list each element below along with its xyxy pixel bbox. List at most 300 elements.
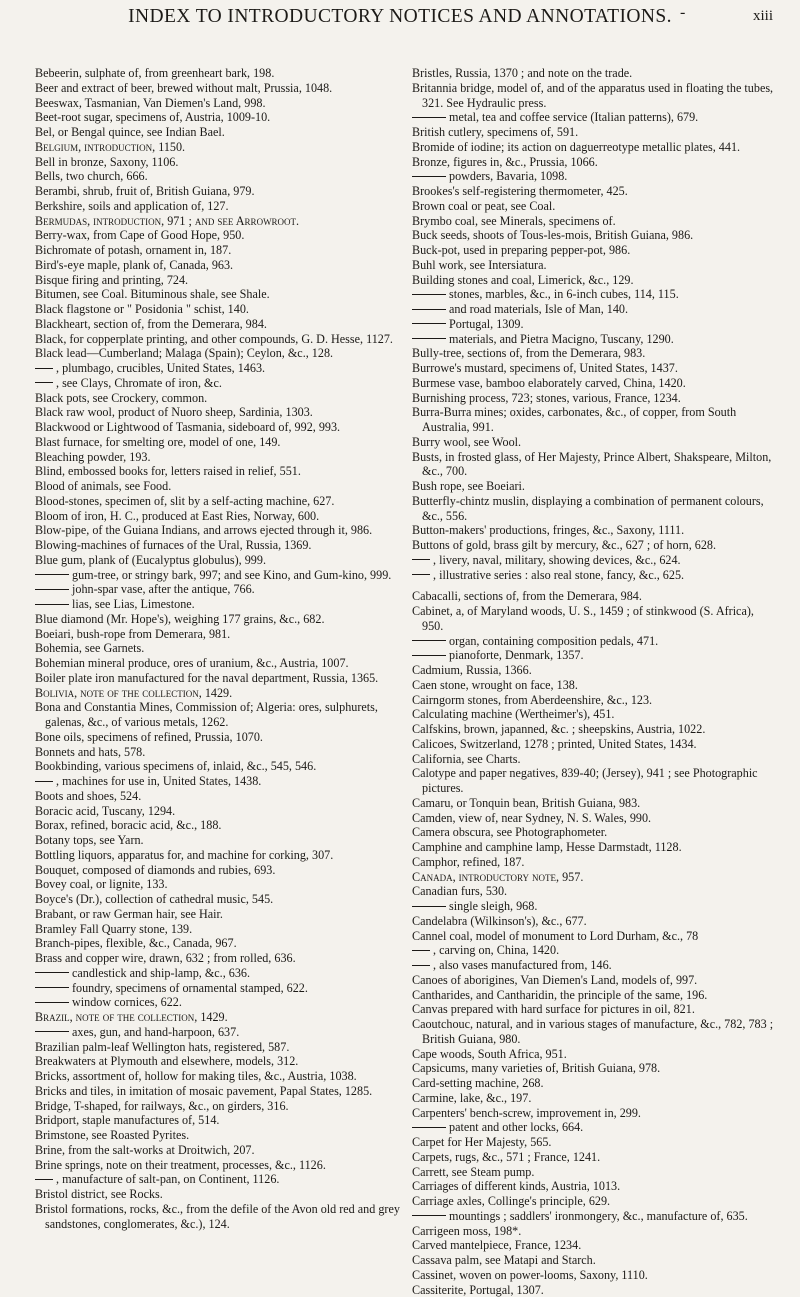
index-entry bbox=[35, 936, 400, 951]
index-entry bbox=[412, 1238, 777, 1253]
index-entry bbox=[412, 648, 777, 663]
index-entry bbox=[35, 287, 400, 302]
index-entry bbox=[412, 568, 777, 583]
index-entry bbox=[412, 258, 777, 273]
ditto-dash bbox=[412, 309, 446, 310]
index-entry bbox=[412, 435, 777, 450]
entry-text: Boiler plate iron manufactured for the naval department, Russia, 1365. bbox=[35, 671, 378, 685]
entry-text: Canadian furs, 530. bbox=[412, 884, 507, 898]
entry-text: Brown coal or peat, see Coal. bbox=[412, 199, 555, 213]
index-entry bbox=[35, 907, 400, 922]
entry-text: Cassiterite, Portugal, 1307. bbox=[412, 1283, 544, 1297]
ditto-dash bbox=[412, 965, 430, 966]
entry-text: Blood of animals, see Food. bbox=[35, 479, 171, 493]
entry-text: Cassava palm, see Matapi and Starch. bbox=[412, 1253, 596, 1267]
index-entry bbox=[35, 981, 400, 996]
index-entry bbox=[35, 582, 400, 597]
entry-text: Bristol district, see Rocks. bbox=[35, 1187, 163, 1201]
index-entry bbox=[35, 1040, 400, 1055]
entry-text: Bleaching powder, 193. bbox=[35, 450, 151, 464]
entry-text: Bonnets and hats, 578. bbox=[35, 745, 145, 759]
index-entry bbox=[412, 81, 777, 111]
ditto-dash bbox=[412, 176, 446, 177]
index-entry bbox=[35, 686, 400, 701]
entry-text: Blast furnace, for smelting ore, model of one, 149. bbox=[35, 435, 280, 449]
index-entry bbox=[412, 1224, 777, 1239]
index-entry bbox=[412, 678, 777, 693]
index-entry bbox=[35, 523, 400, 538]
ditto-dash bbox=[412, 906, 446, 907]
index-entry bbox=[35, 302, 400, 317]
entry-text: Bona and Constantia Mines, Commission of; Algeria: ores, sulphurets, galenas, &c., of various metals, 1262. bbox=[35, 700, 378, 729]
entry-text: Carriage axles, Collinge's principle, 629. bbox=[412, 1194, 610, 1208]
entry-text: Berkshire, soils and application of, 127. bbox=[35, 199, 229, 213]
entry-text: Black flagstone or " Posidonia " schist, 140. bbox=[35, 302, 249, 316]
entry-text: Bookbinding, various specimens of, inlaid, &c., 545, 546. bbox=[35, 759, 316, 773]
entry-text: Carriages of different kinds, Austria, 1013. bbox=[412, 1179, 620, 1193]
entry-text: Brookes's self-registering thermometer, 425. bbox=[412, 184, 628, 198]
entry-text: Cairngorm stones, from Aberdeenshire, &c., 123. bbox=[412, 693, 652, 707]
entry-text: Bouquet, composed of diamonds and rubies, 693. bbox=[35, 863, 275, 877]
entry-text: Bristles, Russia, 1370 ; and note on the trade. bbox=[412, 66, 632, 80]
index-entry bbox=[412, 766, 777, 796]
entry-text: Carmine, lake, &c., 197. bbox=[412, 1091, 531, 1105]
index-entry bbox=[412, 553, 777, 568]
entry-text: Calculating machine (Wertheimer's), 451. bbox=[412, 707, 614, 721]
index-entry bbox=[35, 66, 400, 81]
index-entry bbox=[35, 656, 400, 671]
index-entry bbox=[412, 958, 777, 973]
index-entry bbox=[35, 1025, 400, 1040]
entry-text: Belgium, introduction, 1150. bbox=[35, 140, 185, 154]
entry-text: Bottling liquors, apparatus for, and machine for corking, 307. bbox=[35, 848, 333, 862]
entry-text: Bush rope, see Boeiari. bbox=[412, 479, 525, 493]
entry-text: john-spar vase, after the antique, 766. bbox=[72, 582, 255, 596]
index-entry bbox=[412, 287, 777, 302]
entry-text: Blowing-machines of furnaces of the Ural, Russia, 1369. bbox=[35, 538, 311, 552]
index-entry bbox=[412, 1194, 777, 1209]
entry-text: Calotype and paper negatives, 839-40; (Jersey), 941 ; see Photographic pictures. bbox=[412, 766, 758, 795]
index-entry bbox=[412, 523, 777, 538]
entry-text: Calfskins, brown, japanned, &c. ; sheepskins, Austria, 1022. bbox=[412, 722, 705, 736]
entry-text: Blood-stones, specimen of, slit by a self-acting machine, 627. bbox=[35, 494, 334, 508]
entry-text: and road materials, Isle of Man, 140. bbox=[449, 302, 628, 316]
entry-text: , plumbago, crucibles, United States, 1463. bbox=[56, 361, 265, 375]
index-entry bbox=[412, 693, 777, 708]
index-entry bbox=[35, 597, 400, 612]
entry-text: Borax, refined, boracic acid, &c., 188. bbox=[35, 818, 221, 832]
index-entry bbox=[35, 243, 400, 258]
entry-text: single sleigh, 968. bbox=[449, 899, 537, 913]
index-entry bbox=[35, 833, 400, 848]
entry-text: patent and other locks, 664. bbox=[449, 1120, 583, 1134]
entry-text: Building stones and coal, Limerick, &c., 129. bbox=[412, 273, 634, 287]
index-entry bbox=[412, 722, 777, 737]
index-entry bbox=[35, 479, 400, 494]
entry-text: Bone oils, specimens of refined, Prussia, 1070. bbox=[35, 730, 263, 744]
page-header bbox=[0, 4, 800, 30]
entry-text: Buck seeds, shoots of Tous-les-mois, British Guiana, 986. bbox=[412, 228, 693, 242]
index-entry bbox=[35, 184, 400, 199]
entry-text: Bridport, staple manufactures of, 514. bbox=[35, 1113, 219, 1127]
index-entry bbox=[35, 405, 400, 420]
entry-text: Burnishing process, 723; stones, various, France, 1234. bbox=[412, 391, 681, 405]
index-entry bbox=[412, 361, 777, 376]
entry-text: Burrowe's mustard, specimens of, United States, 1437. bbox=[412, 361, 678, 375]
entry-text: powders, Bavaria, 1098. bbox=[449, 169, 567, 183]
entry-text: Blow-pipe, of the Guiana Indians, and arrows ejected through it, 986. bbox=[35, 523, 372, 537]
index-entry bbox=[412, 479, 777, 494]
entry-text: Brazil, note of the collection, 1429. bbox=[35, 1010, 228, 1024]
entry-text: Cabacalli, sections of, from the Demerara, 984. bbox=[412, 589, 642, 603]
left-column bbox=[35, 66, 400, 1231]
entry-text: , see Clays, Chromate of iron, &c. bbox=[56, 376, 222, 390]
entry-text: , livery, naval, military, showing devices, &c., 624. bbox=[433, 553, 681, 567]
index-entry bbox=[412, 405, 777, 435]
index-entry bbox=[35, 273, 400, 288]
entry-text: Bohemian mineral produce, ores of uranium, &c., Austria, 1007. bbox=[35, 656, 349, 670]
entry-text: Bells, two church, 666. bbox=[35, 169, 148, 183]
entry-text: Brazilian palm-leaf Wellington hats, registered, 587. bbox=[35, 1040, 289, 1054]
entry-text: Bel, or Bengal quince, see Indian Bael. bbox=[35, 125, 225, 139]
index-entry bbox=[35, 568, 400, 583]
index-entry bbox=[35, 435, 400, 450]
index-entry bbox=[35, 1113, 400, 1128]
index-entry bbox=[412, 1091, 777, 1106]
entry-text: axes, gun, and hand-harpoon, 637. bbox=[72, 1025, 239, 1039]
entry-text: Blue gum, plank of (Eucalyptus globulus), 999. bbox=[35, 553, 266, 567]
index-entry bbox=[35, 376, 400, 391]
index-entry bbox=[35, 995, 400, 1010]
index-entry bbox=[412, 1268, 777, 1283]
index-entry bbox=[35, 877, 400, 892]
index-entry bbox=[412, 125, 777, 140]
entry-text: Carved mantelpiece, France, 1234. bbox=[412, 1238, 581, 1252]
index-entry bbox=[412, 634, 777, 649]
entry-text: Berry-wax, from Cape of Good Hope, 950. bbox=[35, 228, 244, 242]
entry-text: Blackheart, section of, from the Demerara, 984. bbox=[35, 317, 267, 331]
index-entry bbox=[35, 612, 400, 627]
entry-text: Carpet for Her Majesty, 565. bbox=[412, 1135, 551, 1149]
entry-text: Cabinet, a, of Maryland woods, U. S., 1459 ; of stinkwood (S. Africa), 950. bbox=[412, 604, 754, 633]
index-entry bbox=[412, 884, 777, 899]
index-entry bbox=[35, 1202, 400, 1232]
index-entry bbox=[412, 1076, 777, 1091]
index-entry bbox=[412, 214, 777, 229]
index-entry bbox=[35, 96, 400, 111]
index-entry bbox=[35, 671, 400, 686]
ditto-dash bbox=[35, 604, 69, 605]
index-entry bbox=[35, 169, 400, 184]
index-entry bbox=[412, 317, 777, 332]
entry-text: Bully-tree, sections of, from the Demerara, 983. bbox=[412, 346, 645, 360]
index-entry bbox=[412, 1165, 777, 1180]
index-entry bbox=[412, 811, 777, 826]
entry-text: Black lead—Cumberland; Malaga (Spain); Ceylon, &c., 128. bbox=[35, 346, 333, 360]
entry-text: Bovey coal, or lignite, 133. bbox=[35, 877, 168, 891]
entry-text: Black, for copperplate printing, and other compounds, G. D. Hesse, 1127. bbox=[35, 332, 393, 346]
ditto-dash bbox=[412, 559, 430, 560]
index-entry bbox=[35, 228, 400, 243]
entry-text: Brine, from the salt-works at Droitwich, 207. bbox=[35, 1143, 255, 1157]
entry-text: Bell in bronze, Saxony, 1106. bbox=[35, 155, 178, 169]
running-title: INDEX TO INTRODUCTORY NOTICES AND ANNOTATIONS. bbox=[0, 6, 800, 28]
index-entry bbox=[35, 391, 400, 406]
index-entry bbox=[412, 66, 777, 81]
index-entry bbox=[35, 1158, 400, 1173]
index-entry bbox=[412, 855, 777, 870]
ditto-dash bbox=[412, 1215, 446, 1216]
index-entry bbox=[35, 140, 400, 155]
entry-text: candlestick and ship-lamp, &c., 636. bbox=[72, 966, 250, 980]
entry-text: Buck-pot, used in preparing pepper-pot, 986. bbox=[412, 243, 630, 257]
entry-text: Beer and extract of beer, brewed without malt, Prussia, 1048. bbox=[35, 81, 332, 95]
index-entry bbox=[412, 589, 777, 604]
index-entry bbox=[412, 1253, 777, 1268]
index-entry bbox=[412, 228, 777, 243]
entry-text: Beeswax, Tasmanian, Van Diemen's Land, 998. bbox=[35, 96, 266, 110]
index-entry bbox=[35, 1172, 400, 1187]
index-entry bbox=[412, 988, 777, 1003]
index-entry bbox=[412, 376, 777, 391]
entry-text: Busts, in frosted glass, of Her Majesty, Prince Albert, Shakspeare, Milton, &c., 700. bbox=[412, 450, 771, 479]
header-dash: - bbox=[680, 4, 685, 22]
index-entry bbox=[412, 199, 777, 214]
entry-text: Bird's-eye maple, plank of, Canada, 963. bbox=[35, 258, 233, 272]
entry-text: Camden, view of, near Sydney, N. S. Wales, 990. bbox=[412, 811, 651, 825]
index-entry bbox=[412, 140, 777, 155]
entry-text: Candelabra (Wilkinson's), &c., 677. bbox=[412, 914, 587, 928]
index-entry bbox=[35, 81, 400, 96]
index-entry bbox=[35, 966, 400, 981]
entry-text: Burra-Burra mines; oxides, carbonates, &c., of copper, from South Australia, 991. bbox=[412, 405, 736, 434]
index-entry bbox=[412, 825, 777, 840]
index-entry bbox=[412, 752, 777, 767]
ditto-dash bbox=[412, 117, 446, 118]
entry-text: foundry, specimens of ornamental stamped, 622. bbox=[72, 981, 308, 995]
entry-text: Carrigeen moss, 198*. bbox=[412, 1224, 521, 1238]
entry-text: Bronze, figures in, &c., Prussia, 1066. bbox=[412, 155, 598, 169]
entry-text: Cadmium, Russia, 1366. bbox=[412, 663, 532, 677]
entry-text: lias, see Lias, Limestone. bbox=[72, 597, 195, 611]
index-entry bbox=[412, 494, 777, 524]
entry-text: Blackwood or Lightwood of Tasmania, sideboard of, 992, 993. bbox=[35, 420, 340, 434]
entry-text: Black raw wool, product of Nuoro sheep, Sardinia, 1303. bbox=[35, 405, 313, 419]
index-entry bbox=[35, 1187, 400, 1202]
index-entry bbox=[35, 420, 400, 435]
index-entry bbox=[35, 110, 400, 125]
entry-text: window cornices, 622. bbox=[72, 995, 182, 1009]
index-entry bbox=[35, 1143, 400, 1158]
index-entry bbox=[35, 1084, 400, 1099]
ditto-dash bbox=[35, 781, 53, 782]
index-entry bbox=[35, 332, 400, 347]
index-entry bbox=[35, 1069, 400, 1084]
index-entry bbox=[35, 317, 400, 332]
entry-text: Portugal, 1309. bbox=[449, 317, 524, 331]
ditto-dash bbox=[412, 574, 430, 575]
index-entry bbox=[35, 848, 400, 863]
entry-text: Bitumen, see Coal. Bituminous shale, see Shale. bbox=[35, 287, 270, 301]
index-entry bbox=[412, 273, 777, 288]
entry-text: Bramley Fall Quarry stone, 139. bbox=[35, 922, 192, 936]
index-entry bbox=[35, 789, 400, 804]
entry-text: Bichromate of potash, ornament in, 187. bbox=[35, 243, 231, 257]
index-entry bbox=[412, 1106, 777, 1121]
entry-text: , illustrative series : also real stone, fancy, &c., 625. bbox=[433, 568, 684, 582]
ditto-dash bbox=[35, 972, 69, 973]
index-entry bbox=[412, 929, 777, 944]
index-entry bbox=[35, 538, 400, 553]
entry-text: Canoes of aborigines, Van Diemen's Land, models of, 997. bbox=[412, 973, 697, 987]
index-entry bbox=[412, 184, 777, 199]
ditto-dash bbox=[35, 1031, 69, 1032]
ditto-dash bbox=[412, 294, 446, 295]
entry-text: Bisque firing and printing, 724. bbox=[35, 273, 188, 287]
index-entry bbox=[412, 1209, 777, 1224]
entry-text: Boracic acid, Tuscany, 1294. bbox=[35, 804, 175, 818]
entry-text: Buhl work, see Intersiatura. bbox=[412, 258, 547, 272]
entry-text: Brimstone, see Roasted Pyrites. bbox=[35, 1128, 189, 1142]
ditto-dash bbox=[412, 640, 446, 641]
entry-text: Camera obscura, see Photographometer. bbox=[412, 825, 607, 839]
index-entry bbox=[35, 745, 400, 760]
index-entry bbox=[412, 737, 777, 752]
index-entry bbox=[35, 774, 400, 789]
index-entry bbox=[412, 899, 777, 914]
entry-text: Brymbo coal, see Minerals, specimens of. bbox=[412, 214, 616, 228]
index-entry bbox=[412, 332, 777, 347]
index-entry bbox=[412, 1047, 777, 1062]
entry-text: Bricks and tiles, in imitation of mosaic pavement, Papal States, 1285. bbox=[35, 1084, 372, 1098]
entry-text: Boots and shoes, 524. bbox=[35, 789, 141, 803]
entry-text: Black pots, see Crockery, common. bbox=[35, 391, 207, 405]
index-entry bbox=[35, 700, 400, 730]
index-entry bbox=[412, 870, 777, 885]
ditto-dash bbox=[35, 574, 69, 575]
ditto-dash bbox=[35, 1002, 69, 1003]
entry-text: pianoforte, Denmark, 1357. bbox=[449, 648, 584, 662]
entry-text: Bristol formations, rocks, &c., from the defile of the Avon old red and grey sandstones, conglomerates, &c.), 124. bbox=[35, 1202, 400, 1231]
index-entry bbox=[412, 391, 777, 406]
entry-text: mountings ; saddlers' ironmongery, &c., manufacture of, 635. bbox=[449, 1209, 748, 1223]
entry-text: , carving on, China, 1420. bbox=[433, 943, 559, 957]
index-entry bbox=[35, 258, 400, 273]
entry-text: Button-makers' productions, fringes, &c., Saxony, 1111. bbox=[412, 523, 684, 537]
entry-text: Camphine and camphine lamp, Hesse Darmstadt, 1128. bbox=[412, 840, 682, 854]
entry-text: Camphor, refined, 187. bbox=[412, 855, 524, 869]
entry-text: metal, tea and coffee service (Italian patterns), 679. bbox=[449, 110, 698, 124]
entry-text: Cannel coal, model of monument to Lord Durham, &c., 78 bbox=[412, 929, 698, 943]
index-entry bbox=[412, 1002, 777, 1017]
entry-text: , also vases manufactured from, 146. bbox=[433, 958, 612, 972]
entry-text: Butterfly-chintz muslin, displaying a combination of permanent colours, &c., 556. bbox=[412, 494, 764, 523]
index-entry bbox=[412, 538, 777, 553]
entry-text: Blind, embossed books for, letters raised in relief, 551. bbox=[35, 464, 301, 478]
entry-text: Capsicums, many varieties of, British Guiana, 978. bbox=[412, 1061, 660, 1075]
index-entry bbox=[412, 1017, 777, 1047]
index-entry bbox=[35, 627, 400, 642]
entry-text: organ, containing composition pedals, 471. bbox=[449, 634, 658, 648]
ditto-dash bbox=[35, 382, 53, 383]
entry-text: Caoutchouc, natural, and in various stages of manufacture, &c., 782, 783 ; British Guiana, 980. bbox=[412, 1017, 773, 1046]
index-entry bbox=[35, 730, 400, 745]
index-entry bbox=[412, 1179, 777, 1194]
entry-text: gum-tree, or stringy bark, 997; and see Kino, and Gum-kino, 999. bbox=[72, 568, 391, 582]
entry-text: Carrett, see Steam pump. bbox=[412, 1165, 534, 1179]
entry-text: Burmese vase, bamboo elaborately carved, China, 1420. bbox=[412, 376, 686, 390]
index-entry bbox=[35, 155, 400, 170]
index-entry bbox=[412, 943, 777, 958]
entry-text: Britannia bridge, model of, and of the apparatus used in floating the tubes, 321. See Hydraulic press. bbox=[412, 81, 773, 110]
entry-text: materials, and Pietra Macigno, Tuscany, 1290. bbox=[449, 332, 674, 346]
entry-text: Brabant, or raw German hair, see Hair. bbox=[35, 907, 223, 921]
index-entry bbox=[35, 1054, 400, 1069]
index-entry bbox=[412, 346, 777, 361]
index-entry bbox=[412, 604, 777, 634]
index-entry bbox=[412, 973, 777, 988]
entry-text: Brine springs, note on their treatment, processes, &c., 1126. bbox=[35, 1158, 326, 1172]
index-entry bbox=[412, 169, 777, 184]
index-entry bbox=[412, 243, 777, 258]
index-entry bbox=[412, 707, 777, 722]
entry-text: stones, marbles, &c., in 6-inch cubes, 114, 115. bbox=[449, 287, 679, 301]
ditto-dash bbox=[412, 950, 430, 951]
entry-text: Carpenters' bench-screw, improvement in, 299. bbox=[412, 1106, 641, 1120]
entry-text: Cape woods, South Africa, 951. bbox=[412, 1047, 567, 1061]
ditto-dash bbox=[412, 1127, 446, 1128]
index-entry bbox=[35, 464, 400, 479]
index-entry bbox=[35, 1010, 400, 1025]
entry-text: Boeiari, bush-rope from Demerara, 981. bbox=[35, 627, 230, 641]
index-entry bbox=[35, 346, 400, 361]
ditto-dash bbox=[412, 338, 446, 339]
entry-text: Bolivia, note of the collection, 1429. bbox=[35, 686, 232, 700]
index-entry bbox=[35, 804, 400, 819]
index-entry bbox=[35, 1128, 400, 1143]
entry-text: Bebeerin, sulphate of, from greenheart bark, 198. bbox=[35, 66, 274, 80]
index-entry bbox=[412, 1150, 777, 1165]
index-entry bbox=[35, 125, 400, 140]
entry-text: Burry wool, see Wool. bbox=[412, 435, 521, 449]
index-entry bbox=[412, 1283, 777, 1297]
index-entry bbox=[412, 1120, 777, 1135]
index-entry bbox=[35, 509, 400, 524]
entry-text: Bermudas, introduction, 971 ; and see Arrowroot. bbox=[35, 214, 299, 228]
entry-text: Bridge, T-shaped, for railways, &c., on girders, 316. bbox=[35, 1099, 289, 1113]
index-entry bbox=[35, 892, 400, 907]
index-entry bbox=[412, 155, 777, 170]
entry-text: British cutlery, specimens of, 591. bbox=[412, 125, 578, 139]
entry-text: Beet-root sugar, specimens of, Austria, 1009-10. bbox=[35, 110, 270, 124]
entry-text: Bricks, assortment of, hollow for making tiles, &c., Austria, 1038. bbox=[35, 1069, 357, 1083]
ditto-dash bbox=[412, 323, 446, 324]
entry-text: Calicoes, Switzerland, 1278 ; printed, United States, 1434. bbox=[412, 737, 697, 751]
index-entry bbox=[412, 663, 777, 678]
ditto-dash bbox=[35, 589, 69, 590]
index-entry bbox=[35, 1099, 400, 1114]
entry-text: Bohemia, see Garnets. bbox=[35, 641, 144, 655]
entry-text: , manufacture of salt-pan, on Continent, 1126. bbox=[56, 1172, 279, 1186]
entry-text: , machines for use in, United States, 1438. bbox=[56, 774, 261, 788]
ditto-dash bbox=[35, 1179, 53, 1180]
entry-text: Canvas prepared with hard surface for pictures in oil, 821. bbox=[412, 1002, 695, 1016]
entry-text: Cassinet, woven on power-looms, Saxony, 1110. bbox=[412, 1268, 648, 1282]
index-entry bbox=[35, 494, 400, 509]
ditto-dash bbox=[35, 368, 53, 369]
index-entry bbox=[412, 302, 777, 317]
entry-text: Camaru, or Tonquin bean, British Guiana, 983. bbox=[412, 796, 640, 810]
